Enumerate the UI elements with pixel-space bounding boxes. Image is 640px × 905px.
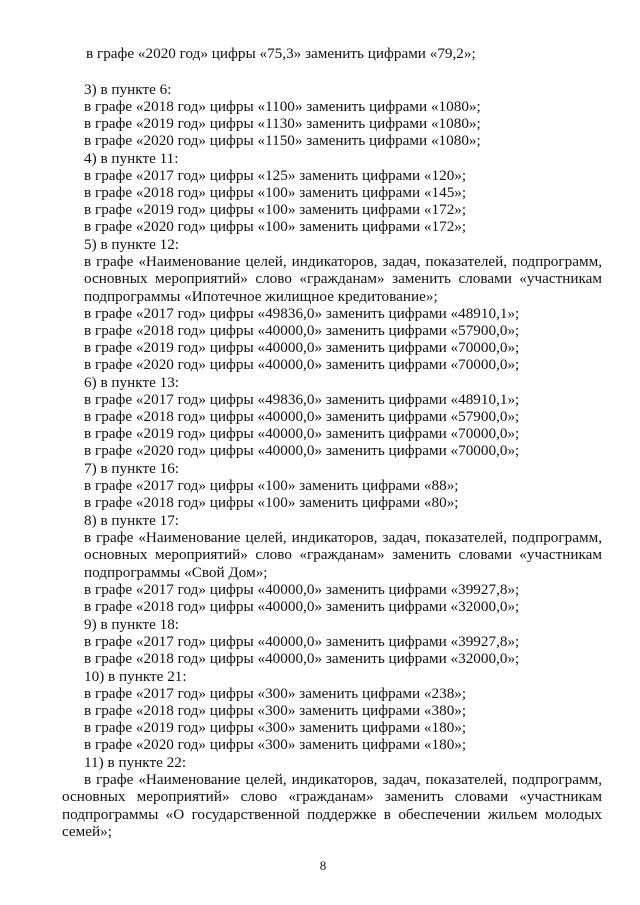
text-line: в графе «2018 год» цифры «300» заменить цифрами «380»;	[84, 702, 467, 719]
item-heading-9: 9) в пункте 18:	[84, 616, 180, 633]
text-line: в графе «2020 год» цифры «75,3» заменить цифрами «79,2»;	[86, 45, 476, 62]
text-line: в графе «2018 год» цифры «40000,0» заменить цифрами «32000,0»;	[84, 598, 520, 615]
text-paragraph: в графе «Наименование целей, индикаторов, задач, показателей, подпрограмм, основных мероприятий» слово «гражданам» заменить словами «участникам подпрограммы «Ипотечное жилищное кредитование»;	[84, 253, 602, 305]
text-line: в графе «2017 год» цифры «49836,0» заменить цифрами «48910,1»;	[84, 305, 520, 322]
text-line: в графе «2018 год» цифры «40000,0» заменить цифрами «57900,0»;	[84, 322, 520, 339]
text-line: в графе «2019 год» цифры «40000,0» заменить цифрами «70000,0»;	[84, 339, 520, 356]
text-line: в графе «2020 год» цифры «40000,0» заменить цифрами «70000,0»;	[84, 356, 520, 373]
text-line: в графе «2017 год» цифры «300» заменить цифрами «238»;	[84, 685, 467, 702]
item-heading-10: 10) в пункте 21:	[84, 668, 187, 685]
text-line: в графе «2018 год» цифры «1100» заменить цифрами «1080»;	[84, 98, 481, 115]
text-line: в графе «2020 год» цифры «100» заменить цифрами «172»;	[84, 218, 467, 235]
text-line: в графе «2018 год» цифры «40000,0» заменить цифрами «57900,0»;	[84, 408, 520, 425]
text-line: в графе «2019 год» цифры «40000,0» заменить цифрами «70000,0»;	[84, 425, 520, 442]
text-line: в графе «2020 год» цифры «1150» заменить цифрами «1080»;	[84, 132, 481, 149]
text-line: в графе «2018 год» цифры «100» заменить цифрами «80»;	[84, 494, 459, 511]
text-paragraph: в графе «Наименование целей, индикаторов, задач, показателей, подпрограмм, основных мероприятий» слово «гражданам» заменить словами «участникам подпрограммы «О государственной поддержке в обеспечении жильем молодых семей»;	[62, 771, 602, 841]
text-line: в графе «2017 год» цифры «40000,0» заменить цифрами «39927,8»;	[84, 633, 520, 650]
text-line: в графе «2017 год» цифры «100» заменить цифрами «88»;	[84, 477, 459, 494]
text-line: в графе «2017 год» цифры «125» заменить цифрами «120»;	[84, 167, 467, 184]
item-heading-7: 7) в пункте 16:	[84, 460, 180, 477]
item-heading-6: 6) в пункте 13:	[84, 374, 180, 391]
text-line: в графе «2018 год» цифры «100» заменить цифрами «145»;	[84, 184, 467, 201]
text-line: в графе «2017 год» цифры «40000,0» заменить цифрами «39927,8»;	[84, 581, 520, 598]
item-heading-11: 11) в пункте 22:	[84, 754, 187, 771]
item-heading-4: 4) в пункте 11:	[84, 150, 179, 167]
item-heading-3: 3) в пункте 6:	[84, 81, 172, 98]
text-line: в графе «2019 год» цифры «1130» заменить цифрами «1080»;	[84, 115, 481, 132]
text-line: в графе «2017 год» цифры «49836,0» заменить цифрами «48910,1»;	[84, 391, 520, 408]
item-heading-8: 8) в пункте 17:	[84, 512, 180, 529]
text-line: в графе «2020 год» цифры «300» заменить цифрами «180»;	[84, 736, 467, 753]
text-line: в графе «2019 год» цифры «100» заменить цифрами «172»;	[84, 201, 467, 218]
text-line: в графе «2019 год» цифры «300» заменить цифрами «180»;	[84, 719, 467, 736]
text-line: в графе «2020 год» цифры «40000,0» заменить цифрами «70000,0»;	[84, 442, 520, 459]
text-line: в графе «2018 год» цифры «40000,0» заменить цифрами «32000,0»;	[84, 650, 520, 667]
text-paragraph: в графе «Наименование целей, индикаторов, задач, показателей, подпрограмм, основных мероприятий» слово «гражданам» заменить словами «участникам подпрограммы «Свой Дом»;	[84, 529, 602, 581]
page-number: 8	[319, 858, 327, 873]
item-heading-5: 5) в пункте 12:	[84, 236, 180, 253]
